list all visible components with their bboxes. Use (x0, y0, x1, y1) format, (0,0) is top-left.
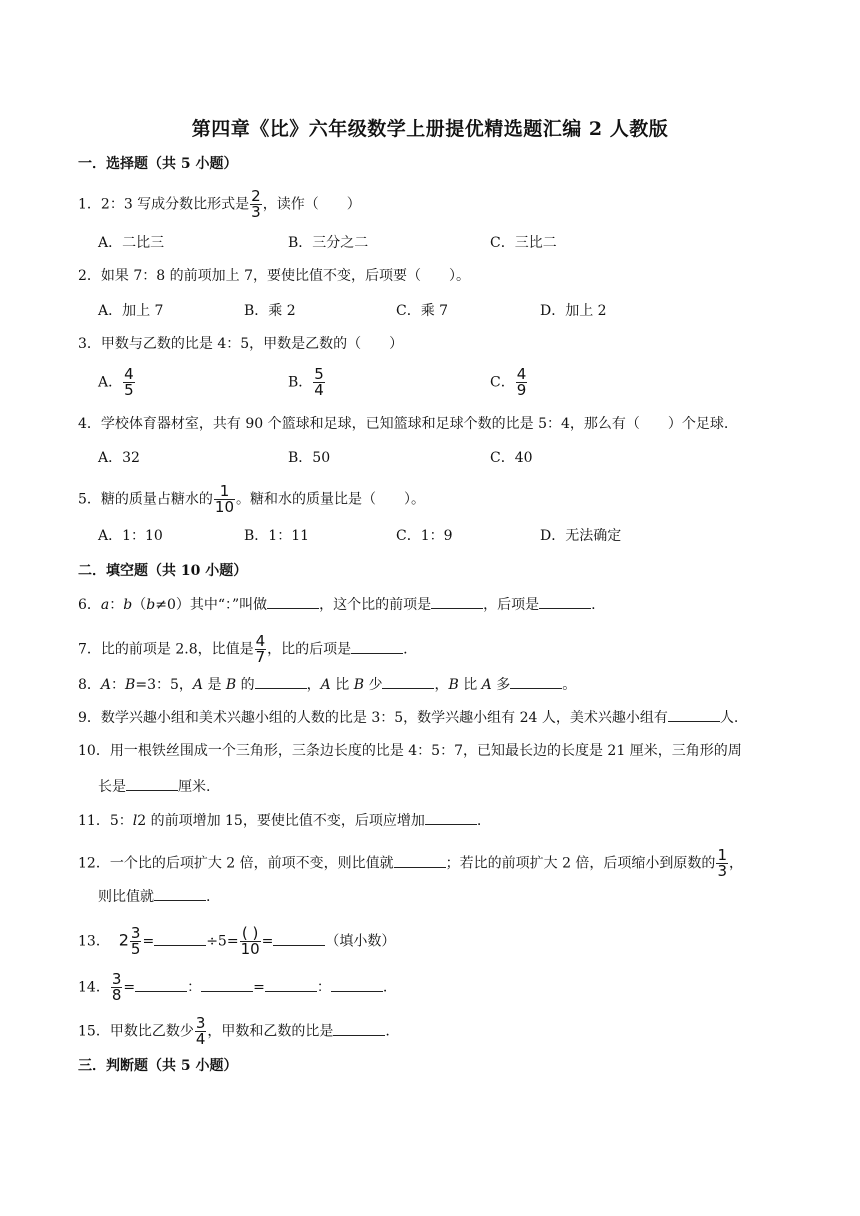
variable: B (225, 677, 237, 693)
question-text: . (385, 1023, 390, 1040)
question-text: 15．甲数比乙数少 (78, 1023, 194, 1040)
answer-blank[interactable] (333, 1021, 385, 1036)
numerator: 1 (717, 846, 727, 864)
question-text: 9．数学兴趣小组和美术兴趣小组的人数的比是 3：5，数学兴趣小组有 24 人，美术兴趣小组有 (78, 710, 668, 726)
denominator: 3 (251, 203, 261, 221)
option-c: C．40 (490, 450, 533, 466)
answer-blank[interactable] (351, 639, 403, 654)
option-a: A．加上 7 (98, 303, 164, 319)
question-6 (78, 594, 596, 615)
fraction-blank (240, 926, 261, 957)
question-text: = (261, 933, 274, 950)
question-text: 比 (458, 677, 482, 693)
question-12 (78, 848, 743, 879)
option-label: C． (490, 374, 515, 391)
question-text: （填小数） (325, 933, 396, 950)
option-c: C．三比二 (490, 235, 557, 251)
answer-blank[interactable] (382, 674, 434, 689)
fraction (214, 484, 235, 515)
fraction (516, 367, 528, 398)
answer-blank[interactable] (668, 707, 720, 722)
variable: a (100, 597, 110, 613)
fraction (716, 848, 728, 879)
denominator: 3 (717, 862, 727, 880)
section-heading-fill: 二．填空题（共 10 小题） (78, 563, 248, 579)
question-text: ，甲数和乙数的比是 (207, 1023, 334, 1040)
question-10-continued (98, 776, 210, 797)
variable: b (146, 597, 156, 613)
question-text: ， (728, 855, 743, 872)
question-text: = (123, 979, 136, 996)
denominator: 5 (130, 940, 141, 958)
question-text: 。 (562, 677, 577, 693)
question-text: ， (306, 677, 321, 693)
denominator: 10 (240, 940, 260, 958)
denominator: 9 (516, 381, 527, 399)
question-text: 则比值就 (98, 889, 154, 905)
answer-blank[interactable] (510, 674, 562, 689)
question-text: =3：5， (135, 677, 193, 693)
question-text: 厘米. (178, 779, 211, 795)
variable: A (320, 677, 331, 693)
option-a (98, 367, 136, 398)
section-heading-choice: 一．选择题（共 5 小题） (78, 156, 238, 172)
variable: B (353, 677, 364, 693)
option-b: B．三分之二 (288, 235, 369, 251)
fraction (111, 972, 123, 1003)
denominator: 4 (195, 1030, 206, 1048)
numerator: 4 (124, 365, 134, 383)
question-13 (78, 926, 395, 957)
question-text: ；若比的前项扩大 2 倍，后项缩小到原数的 (445, 855, 716, 872)
answer-blank[interactable] (273, 931, 325, 946)
question-text: . (591, 597, 596, 613)
answer-blank[interactable] (255, 674, 307, 689)
answer-blank[interactable] (126, 776, 178, 791)
numerator: 4 (516, 365, 527, 383)
question-1 (78, 189, 361, 220)
question-text: ，后项是 (483, 597, 540, 613)
question-text: = (142, 933, 155, 950)
variable: b (123, 597, 133, 613)
question-text: 少 (364, 677, 383, 693)
answer-blank[interactable] (154, 886, 206, 901)
answer-blank[interactable] (201, 977, 253, 992)
option-d: D．加上 2 (540, 303, 607, 319)
question-12-continued (98, 886, 210, 907)
numerator: 3 (130, 924, 141, 942)
question-text: ，比的后项是 (267, 641, 352, 658)
page-title: 第四章《比》六年级数学上册提优精选题汇编 2 人教版 (191, 118, 669, 140)
question-8 (78, 674, 576, 695)
option-a: A．二比三 (98, 235, 165, 251)
question-text: 5．糖的质量占糖水的 (78, 491, 213, 508)
question-text: 的 (236, 677, 255, 693)
denominator: 7 (255, 648, 266, 666)
option-a: A．32 (98, 450, 140, 466)
variable: B (125, 677, 136, 693)
question-text: ，读作（ ） (262, 196, 361, 213)
option-b: B．1：11 (244, 528, 310, 544)
variable: A (192, 677, 204, 693)
question-number: 6． (78, 597, 101, 613)
numerator: 2 (251, 187, 261, 205)
question-text: . (382, 979, 388, 996)
question-11 (78, 810, 481, 831)
question-text: . (403, 641, 408, 658)
answer-blank[interactable] (539, 594, 591, 609)
question-text: ： (187, 979, 202, 996)
question-15 (78, 1016, 390, 1047)
question-text: . (476, 813, 482, 829)
question-text: ，这个比的前项是 (319, 597, 432, 613)
numerator-blank[interactable]: ( ) (241, 924, 259, 942)
answer-blank[interactable] (394, 853, 446, 868)
denominator: 8 (111, 986, 122, 1004)
fraction (195, 1016, 207, 1047)
variable: A (100, 677, 112, 693)
question-number: 8． (78, 677, 101, 693)
question-text: 1．2：3 写成分数比形式是 (78, 196, 250, 213)
denominator: 5 (124, 381, 134, 399)
fraction (313, 367, 325, 398)
numerator: 1 (219, 482, 230, 500)
question-5 (78, 484, 425, 515)
question-text: 比 (330, 677, 354, 693)
answer-blank[interactable] (265, 977, 317, 992)
numerator: 3 (111, 970, 122, 988)
question-text: 长是 (98, 779, 126, 795)
option-label: A． (98, 374, 123, 391)
option-b (288, 367, 326, 398)
option-c (490, 367, 528, 398)
question-text: ÷5= (206, 933, 239, 950)
question-text: ： (109, 597, 124, 613)
question-number: 13． (78, 933, 110, 950)
fraction (130, 926, 142, 957)
answer-blank[interactable] (431, 594, 483, 609)
question-number: 14． (78, 979, 110, 996)
answer-blank[interactable] (154, 931, 206, 946)
question-2: 2．如果 7：8 的前项加上 7，要使比值不变，后项要（ ）。 (78, 268, 470, 284)
question-text: 7．比的前项是 2.8，比值是 (78, 641, 254, 658)
numerator: 3 (195, 1014, 206, 1032)
question-text: ： (111, 677, 126, 693)
numerator: 5 (314, 365, 324, 383)
option-b: B．50 (288, 450, 331, 466)
question-14 (78, 972, 387, 1003)
question-text: 是 (203, 677, 226, 693)
question-7 (78, 634, 408, 665)
answer-blank[interactable] (267, 594, 319, 609)
question-text: . (206, 889, 211, 905)
question-text: 12．一个比的后项扩大 2 倍，前项不变，则比值就 (78, 855, 394, 872)
section-heading-judge: 三．判断题（共 5 小题） (78, 1058, 238, 1074)
numerator: 4 (255, 632, 266, 650)
denominator: 10 (214, 498, 235, 516)
question-text: 11．5： (78, 813, 133, 829)
answer-blank[interactable] (331, 977, 383, 992)
answer-blank[interactable] (135, 977, 187, 992)
question-3: 3．甲数与乙数的比是 4：5，甲数是乙数的（ ） (78, 336, 404, 352)
fraction (250, 189, 262, 220)
option-label: B． (288, 374, 313, 391)
question-text: 多 (491, 677, 511, 693)
variable: A (481, 677, 492, 693)
question-text: 2 的前项增加 15，要使比值不变，后项应增加 (137, 813, 425, 829)
denominator: 4 (314, 381, 324, 399)
question-text: 。糖和水的质量比是（ ）。 (236, 491, 426, 508)
question-text: ： (316, 979, 331, 996)
variable: l (132, 813, 138, 829)
mixed-whole: 2 (118, 930, 129, 950)
question-9 (78, 707, 738, 728)
option-a: A．1：10 (98, 528, 163, 544)
question-text: 人. (719, 710, 739, 726)
answer-blank[interactable] (425, 810, 477, 825)
variable: B (448, 677, 459, 693)
question-text: ， (434, 677, 449, 693)
option-c: C．1：9 (396, 528, 453, 544)
question-10: 10．用一根铁丝围成一个三角形，三条边长度的比是 4：5：7，已知最长边的长度是 21 厘米，三角形的周 (78, 743, 742, 759)
fraction (255, 634, 267, 665)
question-text: = (253, 979, 265, 996)
option-c: C．乘 7 (396, 303, 449, 319)
question-4: 4．学校体育器材室，共有 90 个篮球和足球，已知篮球和足球个数的比是 5：4，那么有（ ）个足球. (78, 416, 729, 432)
question-text: ≠0）其中“：”叫做 (155, 597, 268, 613)
question-text: （ (132, 597, 147, 613)
option-b: B．乘 2 (244, 303, 296, 319)
fraction (123, 367, 135, 398)
option-d: D．无法确定 (540, 528, 622, 544)
